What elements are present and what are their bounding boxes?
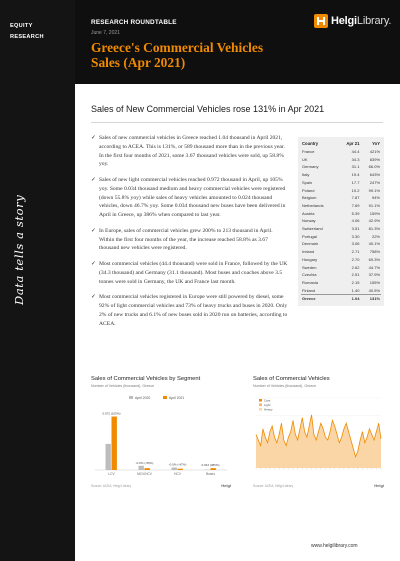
cell-value: 1.04 — [337, 295, 360, 303]
cell-yoy: 247% — [369, 179, 380, 185]
cell-value: 2.71 — [351, 249, 360, 255]
cell-country: Netherlands — [302, 202, 324, 208]
table-row — [301, 210, 381, 218]
table-header-row — [301, 140, 381, 148]
bullet-item — [91, 293, 289, 328]
cell-value: 44.4 — [351, 149, 360, 154]
cell-value: 2.62 — [351, 264, 360, 270]
bar — [145, 468, 150, 470]
legend-swatch — [163, 396, 167, 399]
table-row — [301, 256, 381, 264]
cell-yoy: 99.1% — [368, 187, 380, 193]
bullet-text: Sales of new commercial vehicles in Greece reached 1.04 thousand in April 2021, according to ACEA. This is 131%, or 589 thousand more than in the previous year. In the first four months of 2021, some 3.67 thousand vehicles were sold, up 58.8% yoy. — [99, 135, 285, 168]
table-row — [301, 202, 381, 210]
footer-link[interactable]: www.helgilibrary.com — [311, 543, 358, 549]
table-row — [301, 240, 381, 248]
category-label: LCV — [108, 472, 115, 476]
chart-subtitle: Number of Vehicles (thousand), Greece — [91, 383, 155, 388]
cell-country: Spain — [302, 179, 313, 185]
cell-country: Romania — [302, 279, 319, 285]
bullet-item — [91, 227, 289, 253]
chart-title: Sales of Commercial Vehicles — [253, 376, 330, 382]
chart-logo: Helgi — [221, 483, 231, 488]
cell-country: Hungary — [302, 256, 318, 262]
data-label: 0.972 (105%) — [102, 411, 121, 416]
chart-title: Sales of Commercial Vehicles by Segment — [91, 376, 201, 382]
cell-value: 3.06 — [351, 241, 360, 247]
logo[interactable] — [314, 14, 391, 28]
bullet-list — [91, 134, 289, 335]
bar — [211, 468, 216, 470]
table-row — [301, 217, 381, 225]
table-row — [301, 279, 381, 287]
cell-yoy: 66.0% — [368, 164, 380, 170]
cell-country: Austria — [302, 210, 315, 216]
cell-value: 17.7 — [351, 179, 360, 185]
column-header-yoy: YoY — [372, 141, 380, 146]
category-line-2: RESEARCH — [10, 34, 44, 40]
page-title: Greece's Commercial Vehicles Sales (Apr 2021) — [91, 40, 264, 70]
check-icon: ✓ — [91, 135, 96, 141]
segment-chart-card — [91, 376, 231, 490]
bullet-item — [91, 260, 289, 286]
category-label: HCV — [174, 472, 181, 476]
data-label: -0.0% (-56%) — [135, 460, 154, 465]
cell-country: Portugal — [302, 233, 317, 239]
section-heading: Sales of New Commercial Vehicles rose 131% in Apr 2021 — [91, 104, 325, 114]
cell-value: 3.30 — [351, 233, 360, 239]
cell-country: Finland — [302, 287, 316, 293]
data-label: -0.0% (-47%) — [168, 462, 187, 467]
cell-value: 7.87 — [351, 195, 360, 201]
cell-country: Switzerland — [302, 226, 323, 232]
chart-logo: Helgi — [374, 483, 384, 488]
publish-date: June 7, 2021 — [91, 30, 120, 36]
legend-swatch — [129, 396, 133, 399]
cell-value: 7.69 — [351, 202, 360, 208]
legend-swatch — [259, 404, 262, 407]
legend-label: Cars — [264, 398, 271, 403]
header — [75, 0, 400, 84]
bar — [172, 468, 177, 470]
table-row — [301, 187, 381, 195]
bar — [112, 417, 117, 470]
cell-yoy: 131% — [360, 295, 381, 303]
cell-yoy: 69.3% — [368, 256, 380, 262]
table-row — [301, 156, 381, 164]
cell-yoy: 44.7% — [368, 264, 380, 270]
bullet-text: Sales of new light commercial vehicles reached 0.972 thousand in April, up 105% yoy. Some 0.034 thousand medium and heavy commercial vehicles were registered (down 55.8% yoy) while sales of heavy vehicles amounted to 0.024 thousand vehicles, down 46.7% yoy. Some 0.034 thousand new buses have been delivered in April in Greece, up 386% when compared to last year. — [99, 176, 286, 219]
bar — [106, 444, 111, 470]
cell-value: 31.1 — [351, 164, 360, 170]
cell-yoy: 42.9% — [368, 218, 380, 224]
table-row — [301, 264, 381, 272]
kicker: RESEARCH ROUNDTABLE — [91, 19, 177, 26]
bullet-text: In Europe, sales of commercial vehicles grew 200% to 213 thousand in April. Within the first four months of the year, the increase reached 58.8% as 3.67 thousand new vehicles were registered. — [99, 227, 273, 252]
check-icon: ✓ — [91, 294, 96, 301]
cell-yoy: 91.1% — [368, 202, 380, 208]
cell-yoy: 37.9% — [368, 272, 380, 278]
table-row — [301, 163, 381, 171]
tagline: Data tells a story — [12, 194, 26, 305]
table-row — [301, 148, 381, 156]
category-label: Buses — [206, 472, 215, 476]
cell-yoy: 159% — [369, 210, 380, 216]
helgi-logo-icon — [314, 14, 328, 28]
cell-value: 34.3 — [351, 156, 360, 162]
cell-country: Poland — [302, 187, 315, 193]
cell-country: Greece — [301, 295, 337, 303]
chart-subtitle: Number of Vehicles (thousand), Greece — [253, 383, 317, 388]
cell-country: Ireland — [302, 249, 315, 255]
table-row — [301, 225, 381, 233]
cell-yoy: 40.1% — [368, 241, 380, 247]
cell-yoy: 94% — [371, 195, 380, 201]
check-icon: ✓ — [91, 176, 96, 183]
category-label: MCV/HCV — [137, 472, 152, 476]
cell-yoy: 40.5% — [368, 287, 380, 293]
check-icon: ✓ — [91, 260, 96, 267]
chart-source: Source: ACEA, Helgi Library — [91, 484, 132, 488]
sales-chart-card — [253, 376, 384, 490]
bar — [139, 466, 144, 470]
logo-helgi: Helgi — [331, 15, 357, 27]
table-row — [301, 295, 381, 303]
cell-country: Germany — [302, 164, 319, 170]
cell-country: France — [302, 149, 315, 154]
legend-swatch — [259, 399, 262, 402]
cell-value: 1.40 — [351, 287, 360, 293]
column-header-country: Country — [302, 141, 319, 146]
cell-value: 3.51 — [351, 226, 360, 232]
column-header-apr21: Apr 21 — [346, 141, 360, 146]
cell-yoy: 421% — [369, 149, 380, 154]
logo-text — [331, 15, 391, 27]
cell-yoy: 81.3% — [368, 226, 380, 232]
country-table — [298, 137, 384, 306]
legend-label: Heavy — [264, 407, 273, 412]
cell-country: Czechia — [302, 272, 317, 278]
legend-label: April 2021 — [169, 396, 185, 400]
category-label — [10, 21, 44, 43]
cell-country: Norway — [302, 218, 316, 224]
cell-country: Denmark — [302, 241, 319, 247]
cell-yoy: 643% — [369, 172, 380, 178]
data-label: 0.034 (386%) — [201, 463, 220, 468]
area-fill — [256, 415, 381, 468]
segment-bar-chart — [91, 394, 231, 482]
cell-yoy: 758% — [369, 249, 380, 255]
table-row — [301, 248, 381, 256]
cell-value: 4.06 — [351, 218, 360, 224]
cell-country: UK — [302, 156, 308, 162]
category-line-1: EQUITY — [10, 23, 33, 29]
legend-label: Light — [264, 402, 271, 407]
table-row — [301, 233, 381, 241]
cell-yoy: 839% — [369, 156, 380, 162]
bullet-item — [91, 176, 289, 220]
logo-library: Library. — [356, 15, 392, 27]
bullet-item — [91, 134, 289, 169]
table-row — [301, 179, 381, 187]
cell-value: 2.70 — [351, 256, 360, 262]
bar — [178, 469, 183, 470]
table-row — [301, 271, 381, 279]
divider — [91, 122, 383, 123]
bullet-text: Most commercial vehicles (44.4 thousand) were sold in France, followed by the UK (34.3 thousand) and Germany (31.1 thousand). Most buses and coaches above 3.5 tonnes were sold in Germany, the UK and France last month. — [99, 260, 288, 285]
cell-value: 2.51 — [351, 272, 360, 278]
table-row — [301, 171, 381, 179]
sales-area-chart — [253, 394, 384, 482]
chart-source: Source: ACEA, Helgi Library — [253, 484, 294, 488]
table-row — [301, 194, 381, 202]
table-row — [301, 287, 381, 295]
cell-value: 2.15 — [351, 279, 360, 285]
cell-country: Belgium — [302, 195, 317, 201]
bullet-text: Most commercial vehicles registered in Europe were still powered by diesel, some 92% of light commercial vehicles and 73% of heavy trucks and buses in 2020. Only 2% of new trucks and 6.1% of new buses sold in 2020 run on batteries, according to ACEA. — [99, 294, 288, 327]
cell-value: 10.2 — [351, 187, 360, 193]
cell-country: Italy — [302, 172, 310, 178]
cell-yoy: 22% — [371, 233, 380, 239]
cell-value: 19.4 — [351, 172, 360, 178]
sidebar — [0, 0, 75, 561]
cell-yoy: 155% — [369, 279, 380, 285]
legend-label: April 2020 — [135, 396, 151, 400]
check-icon: ✓ — [91, 227, 96, 234]
legend-swatch — [259, 408, 262, 411]
cell-country: Sweden — [302, 264, 317, 270]
cell-value: 5.39 — [351, 210, 360, 216]
